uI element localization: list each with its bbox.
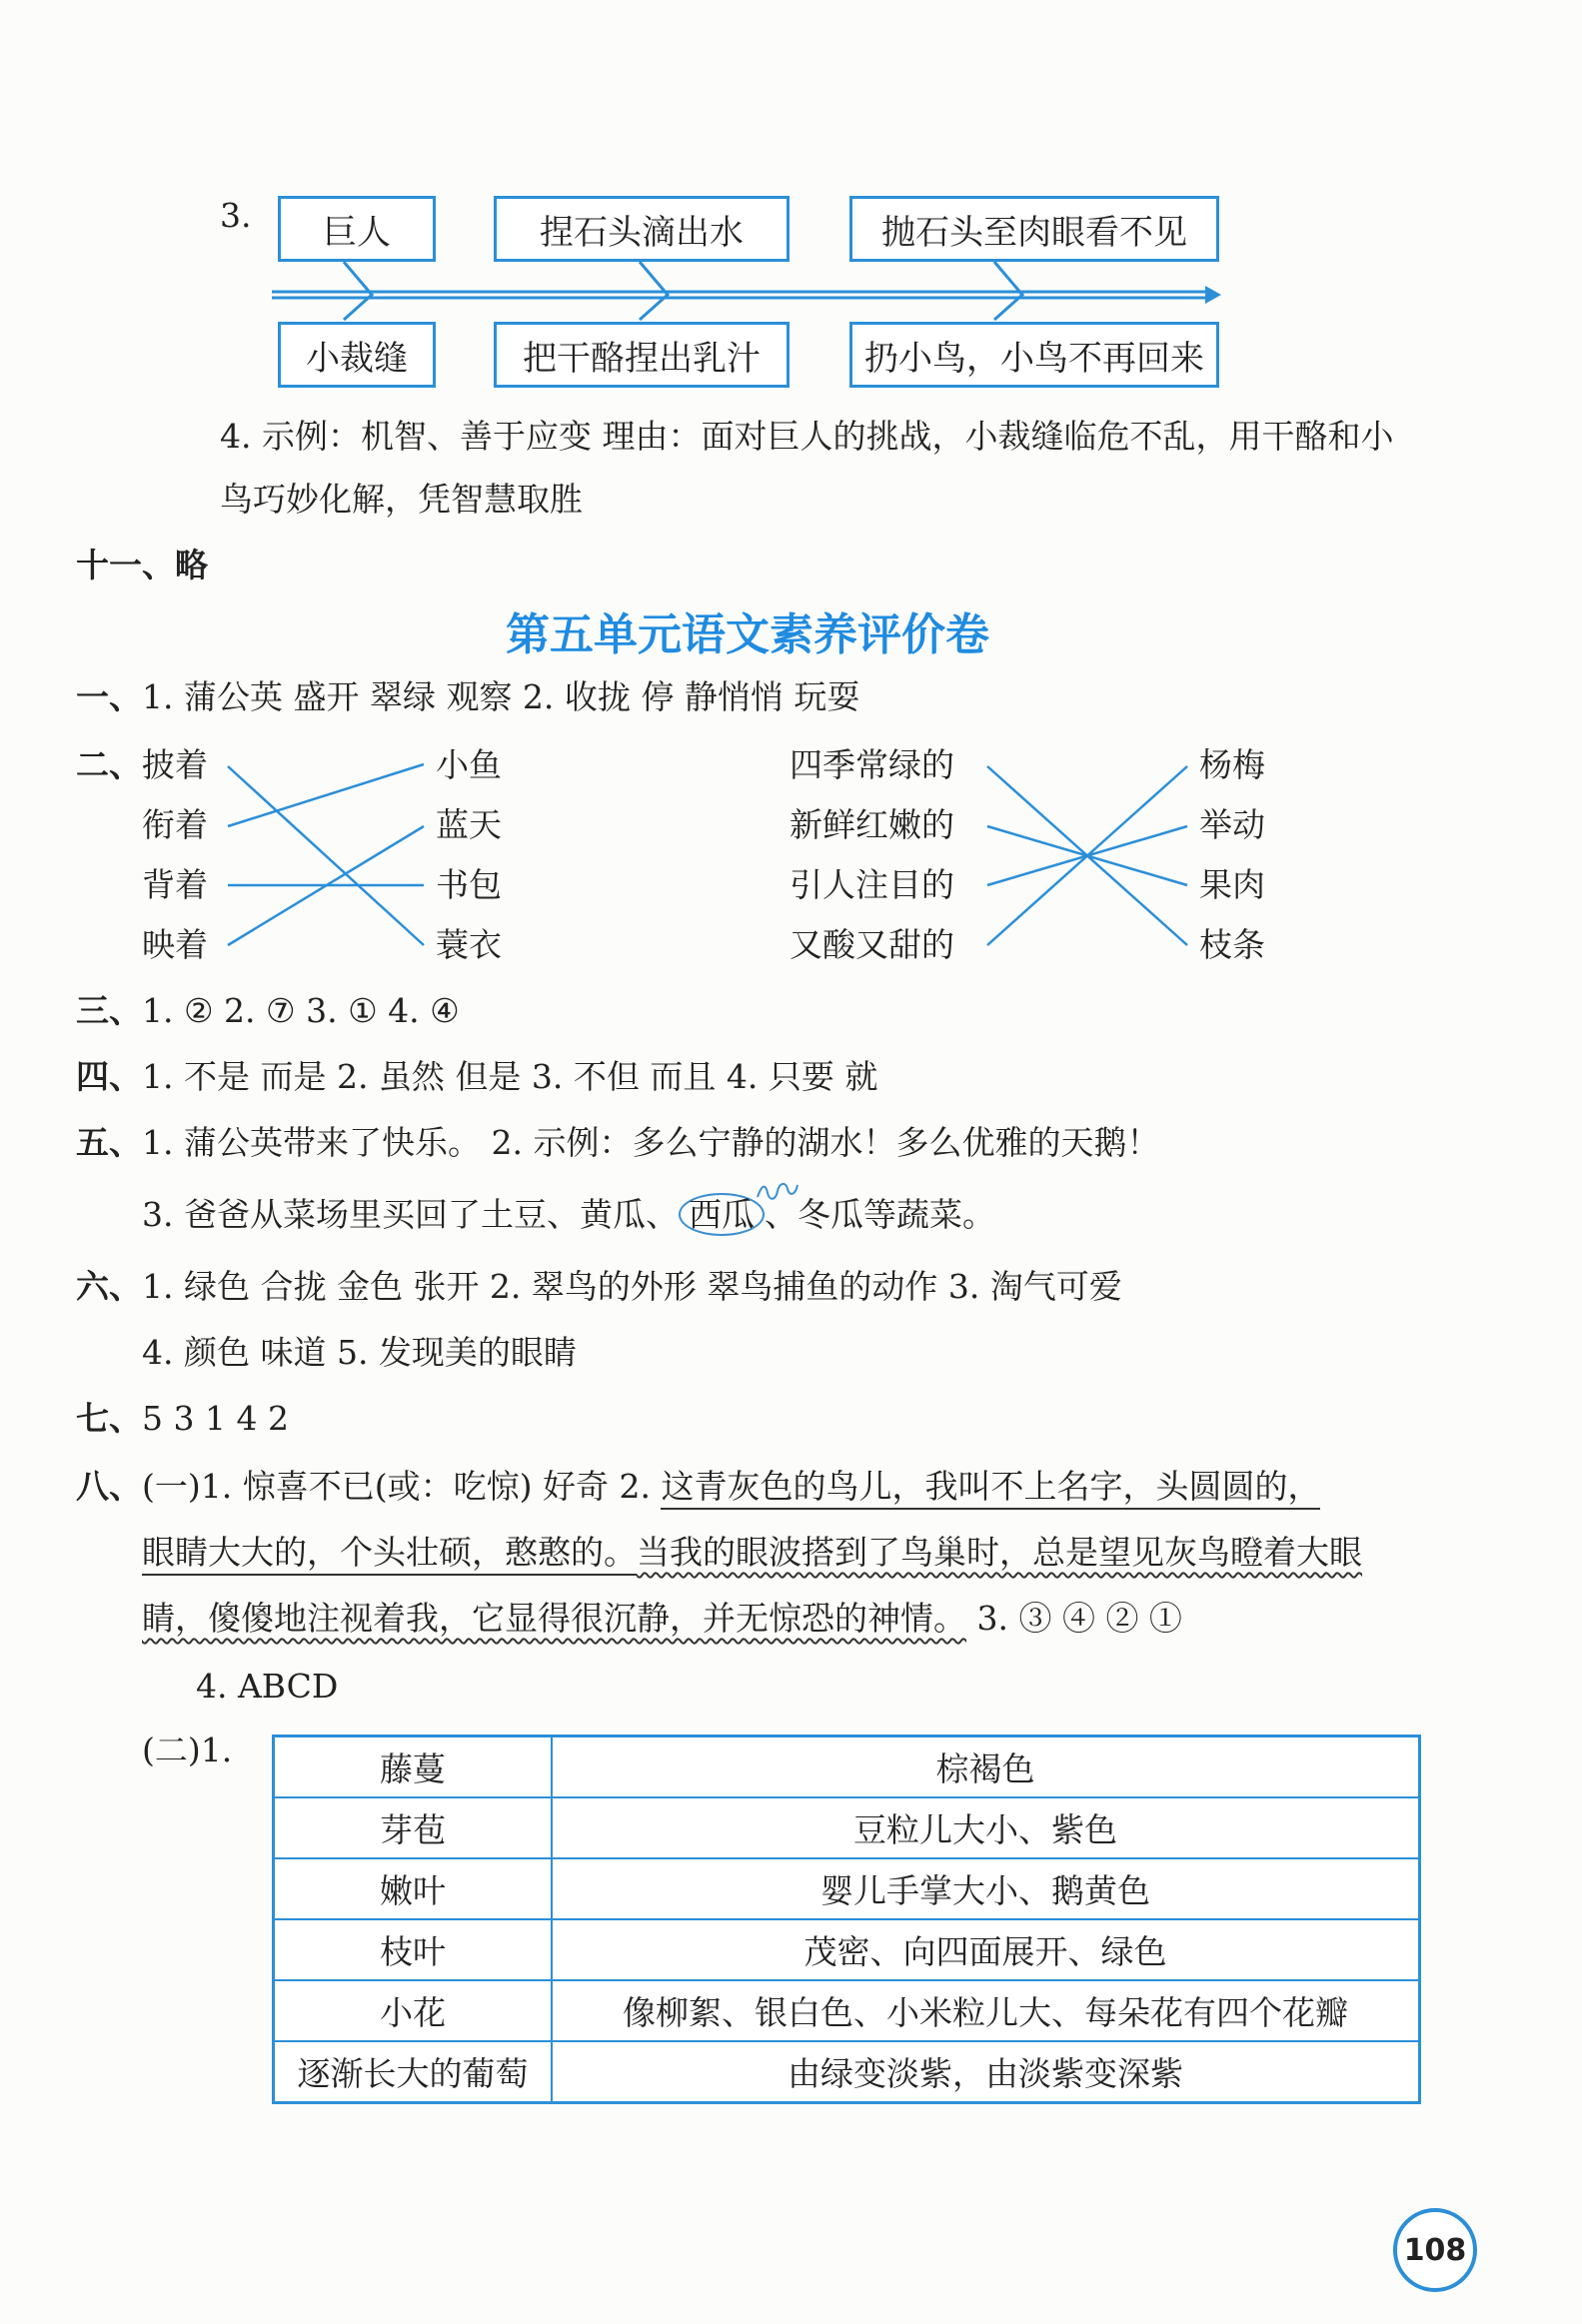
match-right-b-1: 杨梅 <box>1199 745 1265 784</box>
match-left-a-3: 背着 <box>142 865 208 904</box>
match-left-b-3: 引人注目的 <box>790 865 954 904</box>
match-right-b-3: 果肉 <box>1199 865 1265 904</box>
section-five-line1: 1. 蒲公英带来了快乐。 2. 示例：多么宁静的湖水！多么优雅的天鹅！ <box>142 1123 1160 1162</box>
unit-title: 第五单元语文素养评价卷 <box>506 609 989 660</box>
section-five-circled-word: 西瓜 <box>679 1193 765 1236</box>
matching-lines <box>0 0 1582 999</box>
section-five-label: 五、 <box>76 1123 142 1162</box>
diagram-box-giant: 巨人 <box>278 196 436 262</box>
handwritten-mark <box>752 1167 811 1207</box>
section-one-label: 一、 <box>76 677 142 716</box>
section-eight-line3-post: 3. ③ ④ ② ① <box>966 1599 1182 1638</box>
table-cell: 茂密、向四面展开、绿色 <box>552 1919 1420 1980</box>
section-eleven: 十一、略 <box>76 546 208 584</box>
section-four-text: 1. 不是 而是 2. 虽然 但是 3. 不但 而且 4. 只要 就 <box>142 1057 878 1096</box>
table-cell: 棕褐色 <box>552 1737 1420 1798</box>
q4-line1: 4. 示例：机智、善于应变 理由：面对巨人的挑战，小裁缝临危不乱，用干酪和小 <box>220 417 1394 456</box>
diagram-box-throw-stone: 抛石头至肉眼看不见 <box>849 196 1219 262</box>
table-row <box>274 1737 1420 1798</box>
diagram-box-tailor: 小裁缝 <box>278 322 436 388</box>
underlined-answer-1: 这青灰色的鸟儿，我叫不上名字，头圆圆的， <box>661 1467 1320 1510</box>
match-left-a-1: 披着 <box>142 745 208 784</box>
section-three-label: 三、 <box>76 991 142 1030</box>
table-row <box>274 1919 1420 1980</box>
table-row <box>274 1858 1420 1919</box>
section-seven-label: 七、 <box>76 1399 142 1438</box>
table-cell: 逐渐长大的葡萄 <box>274 2041 553 2103</box>
match-left-b-2: 新鲜红嫩的 <box>790 805 954 844</box>
match-right-b-4: 枝条 <box>1199 925 1265 964</box>
table-cell: 豆粒儿大小、紫色 <box>552 1797 1420 1858</box>
section-six-label: 六、 <box>76 1267 142 1306</box>
table-cell: 婴儿手掌大小、鹅黄色 <box>552 1858 1420 1919</box>
section-five-line2-post: 、冬瓜等蔬菜。 <box>764 1195 995 1234</box>
match-left-b-4: 又酸又甜的 <box>790 925 954 964</box>
table-row <box>274 2041 1420 2103</box>
section-eight-sub2: (二)1. <box>142 1731 233 1769</box>
section-four-label: 四、 <box>76 1057 142 1096</box>
section-six-line2: 4. 颜色 味道 5. 发现美的眼睛 <box>142 1333 577 1372</box>
page-number: 108 <box>1393 2208 1477 2292</box>
section-seven-text: 5 3 1 4 2 <box>142 1399 289 1438</box>
section-eight-line3 <box>142 1599 1182 1639</box>
table-row <box>274 1797 1420 1858</box>
match-left-a-2: 衔着 <box>142 805 208 844</box>
section-one-text: 1. 蒲公英 盛开 翠绿 观察 2. 收拢 停 静悄悄 玩耍 <box>142 677 860 716</box>
table-cell: 小花 <box>274 1980 553 2041</box>
section-eight-label: 八、 <box>76 1467 142 1506</box>
wavy-answer-2: 睛，傻傻地注视着我，它显得很沉静，并无惊恐的神情。 <box>142 1599 966 1638</box>
match-right-a-4: 蓑衣 <box>436 925 502 964</box>
answer-table <box>272 1735 1421 2104</box>
table-row <box>274 1980 1420 2041</box>
section-eight-line2 <box>142 1533 1362 1573</box>
match-right-a-3: 书包 <box>436 865 502 904</box>
q3-number: 3. <box>220 196 252 235</box>
section-five-line2 <box>142 1195 995 1235</box>
table-cell: 枝叶 <box>274 1919 553 1980</box>
table-cell: 藤蔓 <box>274 1737 553 1798</box>
table-cell: 由绿变淡紫，由淡紫变深紫 <box>552 2041 1420 2103</box>
diagram-box-squeeze-stone: 捏石头滴出水 <box>494 196 790 262</box>
diagram-box-squeeze-cheese: 把干酪捏出乳汁 <box>494 322 790 388</box>
section-five-line2-pre: 3. 爸爸从菜场里买回了土豆、黄瓜、 <box>142 1195 679 1234</box>
table-cell: 像柳絮、银白色、小米粒儿大、每朵花有四个花瓣 <box>552 1980 1420 2041</box>
match-right-a-1: 小鱼 <box>436 745 502 784</box>
q4-line2: 鸟巧妙化解，凭智慧取胜 <box>220 480 583 519</box>
diagram-box-throw-bird: 扔小鸟，小鸟不再回来 <box>849 322 1219 388</box>
match-left-a-4: 映着 <box>142 925 208 964</box>
section-eight-line1 <box>142 1467 1320 1507</box>
section-eight-line1-pre: (一)1. 惊喜不已(或：吃惊) 好奇 2. <box>142 1467 662 1506</box>
table-cell: 嫩叶 <box>274 1858 553 1919</box>
section-two-label: 二、 <box>76 745 142 784</box>
section-three-text: 1. ② 2. ⑦ 3. ① 4. ④ <box>142 991 460 1030</box>
match-right-b-2: 举动 <box>1199 805 1265 844</box>
section-six-line1: 1. 绿色 合拢 金色 张开 2. 翠鸟的外形 翠鸟捕鱼的动作 3. 淘气可爱 <box>142 1267 1122 1306</box>
match-left-b-1: 四季常绿的 <box>790 745 954 784</box>
table-cell: 芽苞 <box>274 1797 553 1858</box>
underlined-answer-2: 眼睛大大的，个头壮硕，憨憨的。 <box>142 1533 637 1576</box>
match-right-a-2: 蓝天 <box>436 805 502 844</box>
section-eight-line4: 4. ABCD <box>196 1667 339 1706</box>
wavy-answer-1: 当我的眼波搭到了鸟巢时，总是望见灰鸟瞪着大眼 <box>637 1533 1362 1572</box>
